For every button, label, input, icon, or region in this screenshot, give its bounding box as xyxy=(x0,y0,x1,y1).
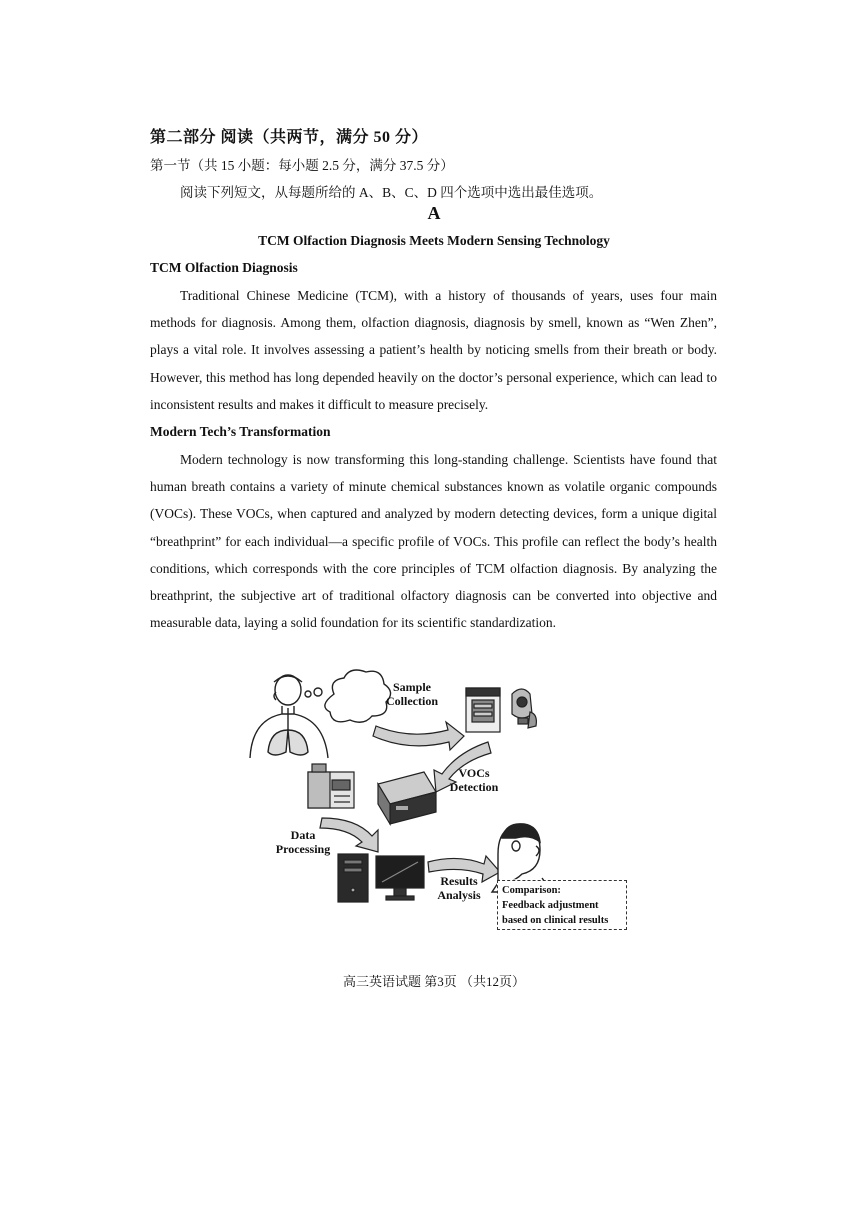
comparison-note-box: Comparison: Feedback adjustment based on clinical results xyxy=(497,880,627,930)
breath-collector-icon xyxy=(512,689,536,728)
part-title: 第二部分 阅读（共两节，满分 50 分） xyxy=(150,129,429,146)
monitor-icon xyxy=(376,856,424,900)
process-diagram xyxy=(236,668,636,938)
sample-bag-icon xyxy=(466,688,500,732)
passage-letter: A xyxy=(427,203,441,223)
lab-instrument-icon xyxy=(308,764,354,808)
step-data-processing-label: Data Processing xyxy=(275,828,331,856)
human-lungs-icon xyxy=(250,675,328,758)
step-results-analysis-label: Results Analysis xyxy=(437,874,481,902)
computer-tower-icon xyxy=(338,854,368,902)
passage-title: TCM Olfaction Diagnosis Meets Modern Sensing Technology xyxy=(258,233,610,248)
step-vocs-detection-label: VOCs Detection xyxy=(449,766,499,794)
paragraph-modern-tech: Modern technology is now transforming this long-standing challenge. Scientists have found that human breath contains a variety of minute chemical substances known as volatile organic compounds (VOCs). These VOCs, when captured and analyzed by modern detecting devices, form a unique digital “breathprint” for each individual—a specific profile of VOCs. This profile can reflect the body’s health conditions, which corresponds with the core principles of TCM olfaction diagnosis. By analyzing the breathprint, the subjective art of traditional olfactory diagnosis can be converted into objective and measurable data, laying a solid foundation for its scientific standardization. xyxy=(150,452,717,631)
paragraph-olfaction: Traditional Chinese Medicine (TCM), with a history of thousands of years, uses four main methods for diagnosis. Among them, olfaction diagnosis, diagnosis by smell, known as “Wen Zhen”, plays a vital role. It involves assessing a patient’s health by noticing smells from their breath or body. However, this method has long depended heavily on the doctor’s personal experience, which can lead to inconsistent results and makes it difficult to measure precisely. xyxy=(150,288,717,412)
step-sample-collection-label: Sample Collection xyxy=(386,680,438,708)
voc-detector-icon xyxy=(378,772,436,824)
section-heading-olfaction: TCM Olfaction Diagnosis xyxy=(150,260,298,275)
section-heading-modern-tech: Modern Tech’s Transformation xyxy=(150,424,331,439)
curved-arrow-icon xyxy=(373,722,464,750)
section-title: 第一节（共 15 小题：每小题 2.5 分，满分 37.5 分） xyxy=(150,158,454,173)
instruction-text: 阅读下列短文，从每题所给的 A、B、C、D 四个选项中选出最佳选项。 xyxy=(180,185,603,200)
page-footer: 高三英语试题 第3页 （共12页） xyxy=(342,974,525,989)
